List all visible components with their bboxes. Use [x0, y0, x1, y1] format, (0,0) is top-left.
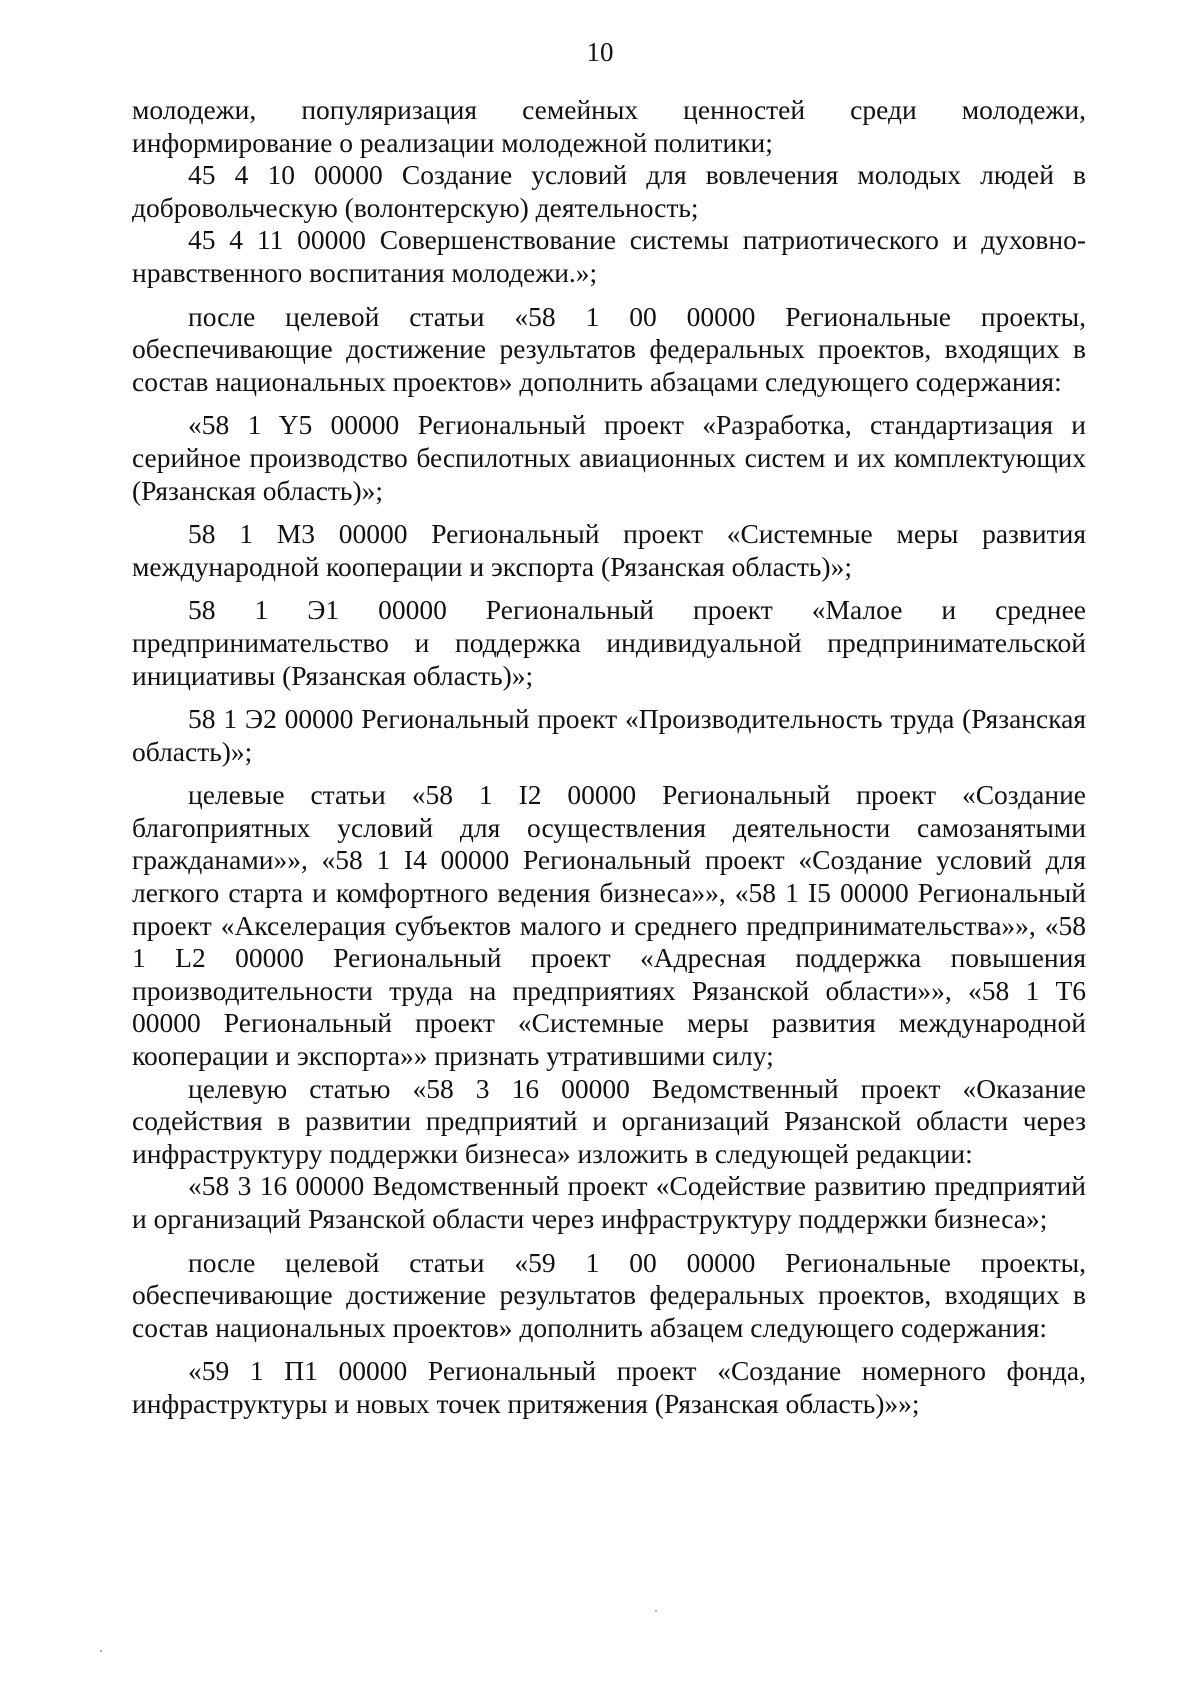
paragraph-repealed-items: целевые статьи «58 1 I2 00000 Региональный проект «Создание благоприятных условий для осуществления деятельности самозанятыми гражданами»», «58 1 I4 00000 Региональный проект «Создание условий для легкого старта и комфортного ведения бизнеса»», «58 1 I5 00000 Региональный проект «Акселерация субъектов малого и среднего предпринимательства»», «58 1 L2 00000 Региональный проект «Адресная поддержка повышения производительности труда на предприятиях Рязанской области»», «58 1 Т6 00000 Региональный проект «Системные меры развития международной кооперации и экспорта»» признать утратившими силу;	[132, 779, 1086, 1072]
paragraph-target-item-59-1-p1: «59 1 П1 00000 Региональный проект «Создание номерного фонда, инфраструктуры и новых точек притяжения (Рязанская область)»»;	[132, 1355, 1086, 1419]
paragraph-amendment-after-59-1: после целевой статьи «59 1 00 00000 Региональные проекты, обеспечивающие достижение результатов федеральных проектов, входящих в состав национальных проектов» дополнить абзацем следующего содержания:	[132, 1246, 1086, 1343]
paragraph-target-item-58-3-16: «58 3 16 00000 Ведомственный проект «Содействие развитию предприятий и организаций Рязанской области через инфраструктуру поддержки бизнеса»;	[132, 1170, 1086, 1234]
paragraph-continuation: молодежи, популяризация семейных ценностей среди молодежи, информирование о реализации молодежной политики;	[132, 94, 1086, 158]
paragraph-target-item-58-1-m3: 58 1 М3 00000 Региональный проект «Системные меры развития международной кооперации и экспорта (Рязанская область)»;	[132, 518, 1086, 582]
paragraph-target-item-58-1-e1: 58 1 Э1 00000 Региональный проект «Малое и среднее предпринимательство и поддержка индивидуальной предпринимательской инициативы (Рязанская область)»;	[132, 594, 1086, 691]
paragraph-amendment-58-3-16: целевую статью «58 3 16 00000 Ведомственный проект «Оказание содействия в развитии предприятий и организаций Рязанской области через инфраструктуру поддержки бизнеса» изложить в следующей редакции:	[132, 1072, 1086, 1169]
paragraph-target-item-45-4-11: 45 4 11 00000 Совершенствование системы патриотического и духовно-нравственного воспитания молодежи.»;	[132, 224, 1086, 288]
document-body	[132, 94, 1086, 1421]
page-number: 10	[586, 37, 614, 67]
paragraph-target-item-45-4-10: 45 4 10 00000 Создание условий для вовлечения молодых людей в добровольческую (волонтерскую) деятельность;	[132, 159, 1086, 223]
paragraph-target-item-58-1-e2: 58 1 Э2 00000 Региональный проект «Производительность труда (Рязанская область)»;	[132, 703, 1086, 767]
paragraph-amendment-after-58-1: после целевой статьи «58 1 00 00000 Региональные проекты, обеспечивающие достижение результатов федеральных проектов, входящих в состав национальных проектов» дополнить абзацами следующего содержания:	[132, 300, 1086, 397]
paragraph-target-item-58-1-y5: «58 1 Y5 00000 Региональный проект «Разработка, стандартизация и серийное производство беспилотных авиационных систем и их комплектующих (Рязанская область)»;	[132, 409, 1086, 506]
scan-speck	[100, 1650, 102, 1652]
scan-speck	[655, 1610, 657, 1612]
